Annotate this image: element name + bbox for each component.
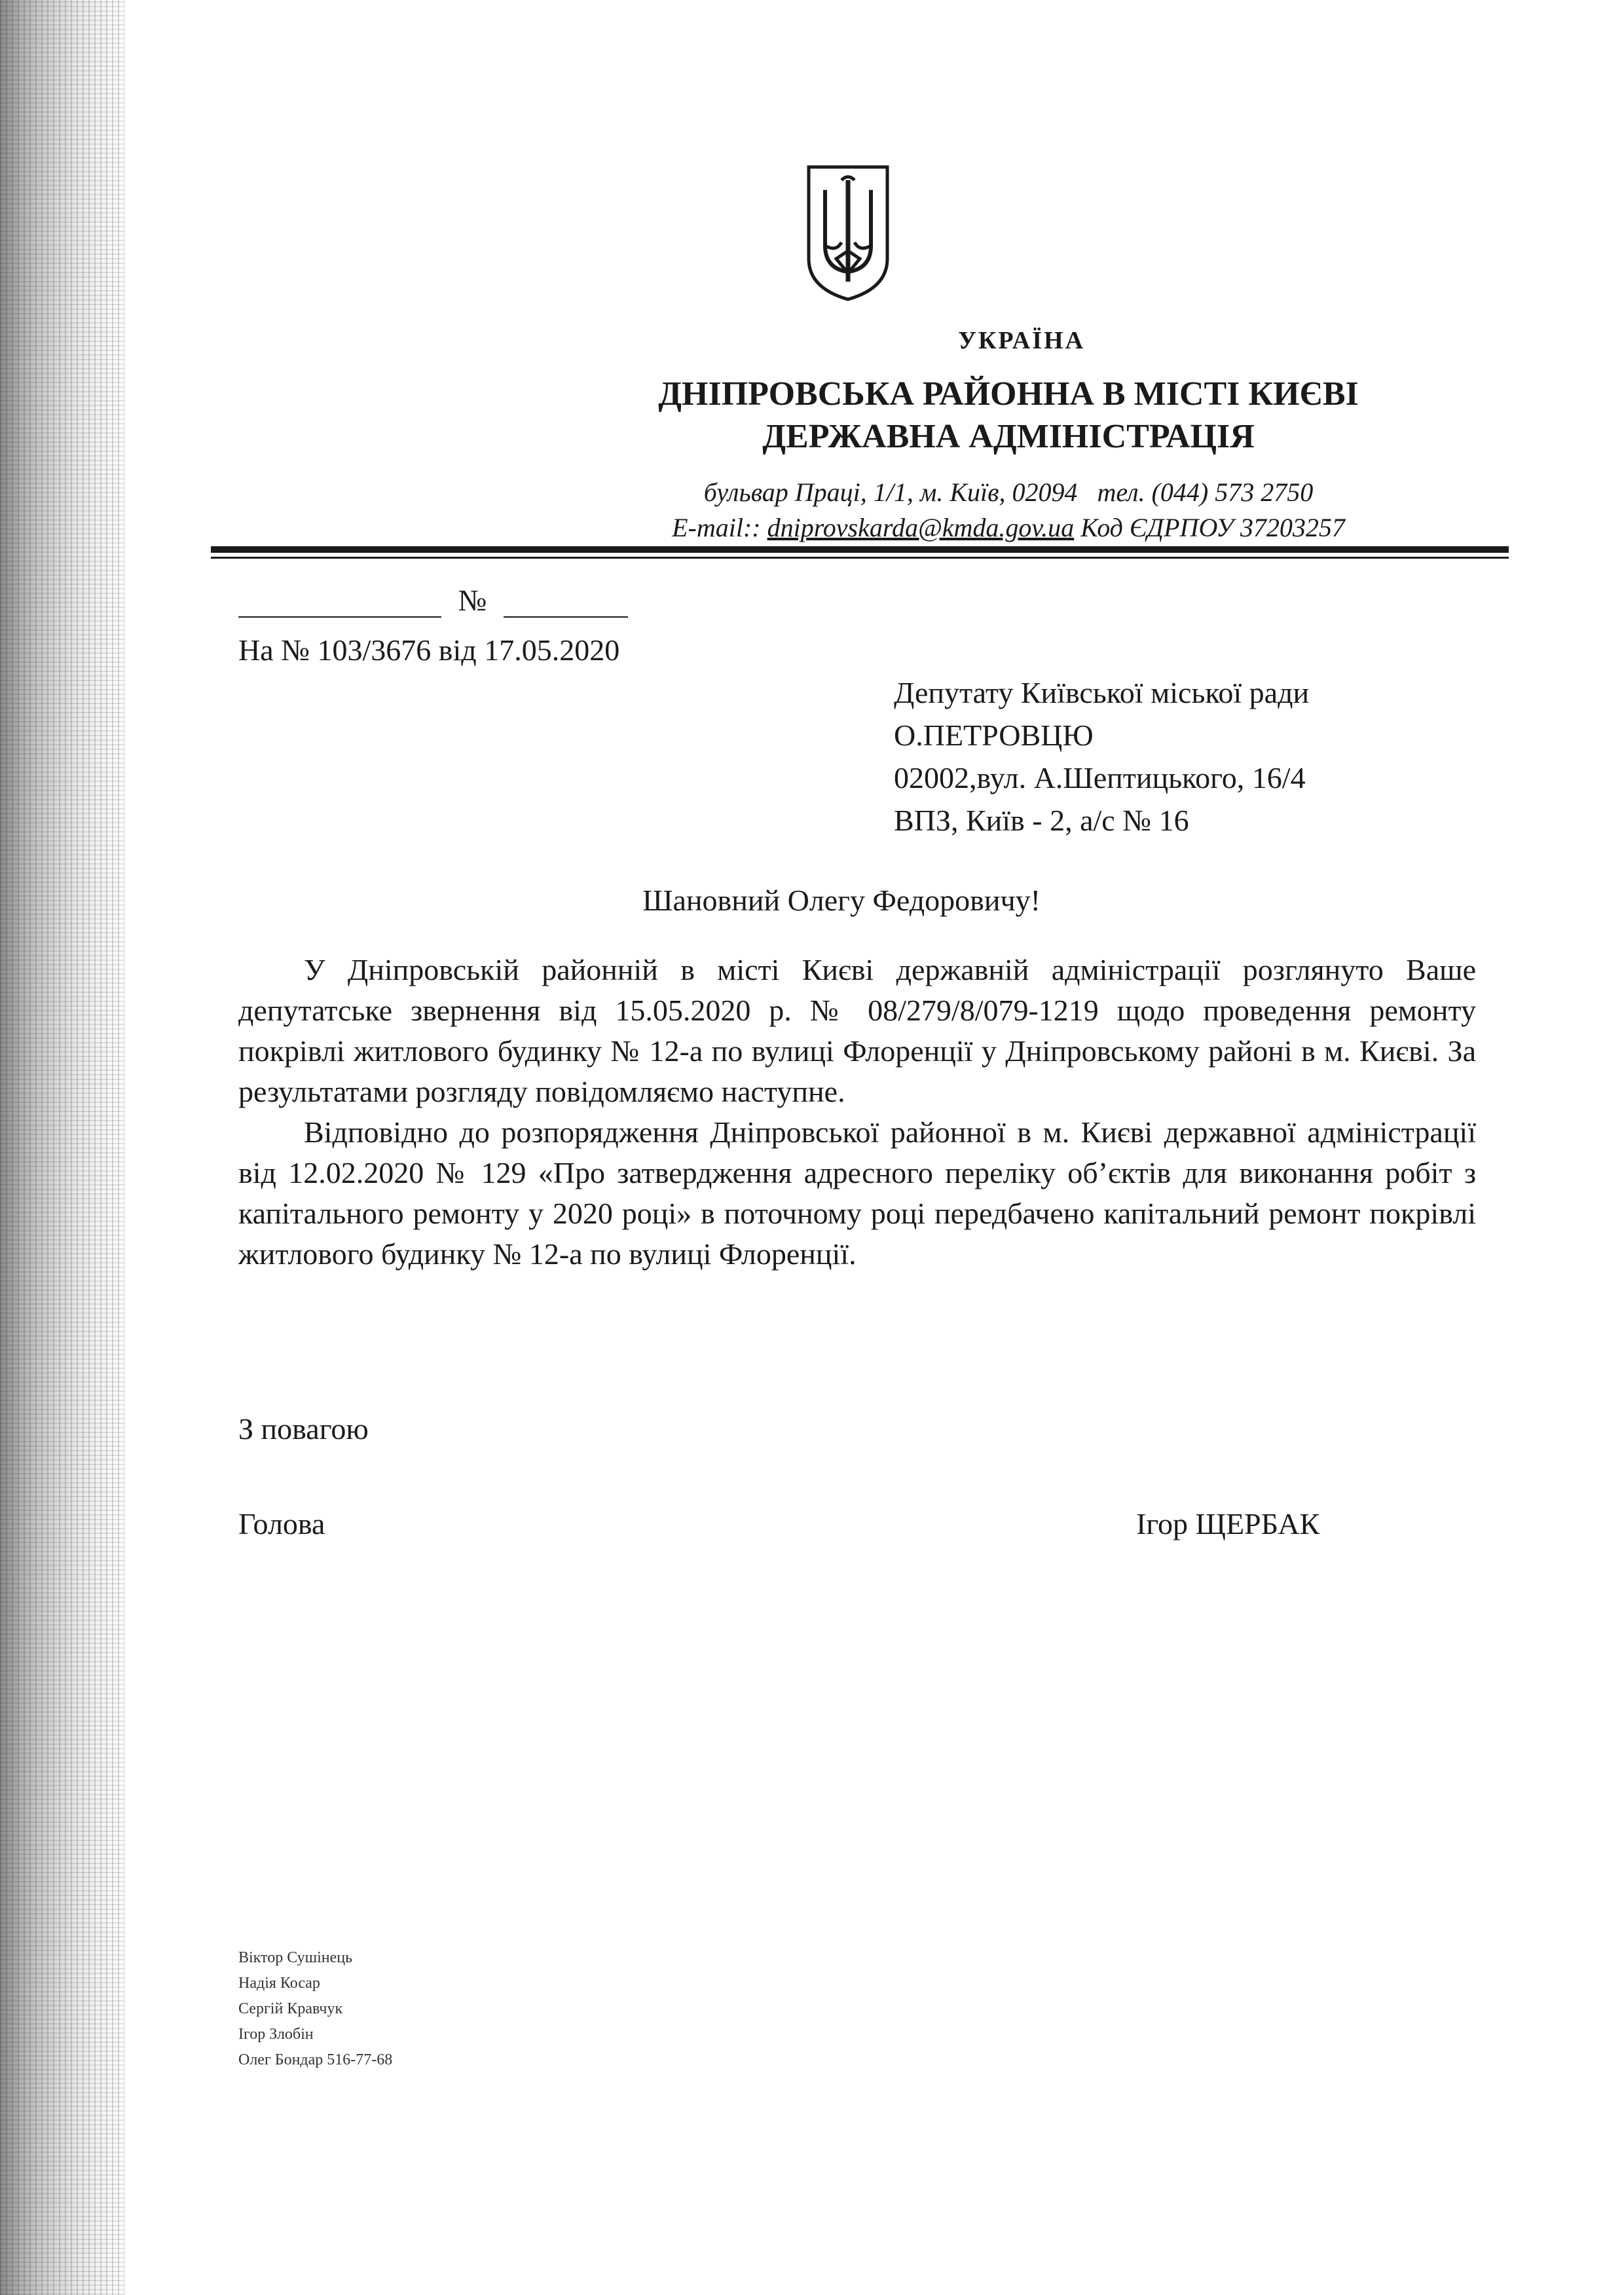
recipient-block xyxy=(894,671,1309,842)
scan-edge-artifact xyxy=(0,0,124,2295)
edrpou-code: Код ЄДРПОУ 37203257 xyxy=(1080,513,1345,542)
organization-name-line1: ДНІПРОВСЬКА РАЙОННА В МІСТІ КИЄВІ xyxy=(658,375,1359,413)
header-divider-thin xyxy=(211,557,1509,559)
contact-line xyxy=(196,512,1624,543)
recipient-postbox: ВПЗ, Київ - 2, а/с № 16 xyxy=(894,804,1189,837)
executor-item: Олег Бондар 516-77-68 xyxy=(238,2051,393,2068)
country-name: УКРАЇНА xyxy=(957,327,1086,354)
email-label: E-mail:: xyxy=(672,513,761,542)
recipient-address: 02002,вул. А.Шептицького, 16/4 xyxy=(894,761,1306,794)
signatory-position: Голова xyxy=(238,1507,325,1540)
reply-reference: На № 103/3676 від 17.05.2020 xyxy=(238,633,620,667)
executor-item: Віктор Сушінець xyxy=(238,1949,353,1966)
body-paragraph-1: У Дніпровській районній в місті Києві державній адміністрації розглянуто Ваше депутатське звернення від 15.05.2020 р. № 08/279/8/079-1219 щодо проведення ремонту покрівлі житлового будинку № 12-а по вулиці Флоренції у Дніпровському районі в м. Києві. За результатами розгляду повідомляємо наступне. xyxy=(238,953,1476,1108)
registration-date-blank xyxy=(238,590,441,618)
recipient-name: О.ПЕТРОВЦЮ xyxy=(894,718,1094,752)
email-link[interactable]: dniprovskarda@kmda.gov.ua xyxy=(767,513,1075,542)
salutation: Шановний Олегу Федоровичу! xyxy=(642,884,1041,917)
signatory-name: Ігор ЩЕРБАК xyxy=(1136,1507,1320,1540)
executors-list xyxy=(238,1945,392,2073)
recipient-title: Депутату Київської міської ради xyxy=(894,676,1310,709)
coat-of-arms-icon xyxy=(802,160,894,305)
executor-item: Сергій Кравчук xyxy=(238,2000,343,2017)
organization-name-line2: ДЕРЖАВНА АДМІНІСТРАЦІЯ xyxy=(762,418,1255,455)
registration-number-blank xyxy=(504,590,628,618)
letter-body xyxy=(238,950,1476,1275)
executor-item: Ігор Злобін xyxy=(238,2026,314,2043)
body-paragraph-2: Відповідно до розпорядження Дніпровської районної в м. Києві державної адміністрації від 12.02.2020 № 129 «Про затвердження адресного переліку об’єктів для виконання робіт з капітального ремонту у 2020 році» в поточному році передбачено капітальний ремонт покрівлі житлового будинку № 12-а по вулиці Флоренції. xyxy=(238,1115,1476,1271)
registration-number-line xyxy=(238,583,628,618)
executor-item: Надія Косар xyxy=(238,1975,320,1992)
closing-phrase: З повагою xyxy=(238,1412,369,1446)
postal-address: бульвар Праці, 1/1, м. Київ, 02094 xyxy=(703,477,1078,507)
phone-number: тел. (044) 573 2750 xyxy=(1097,477,1314,507)
address-line xyxy=(196,477,1624,508)
header-divider-thick xyxy=(211,546,1509,553)
number-sign: № xyxy=(458,584,487,617)
